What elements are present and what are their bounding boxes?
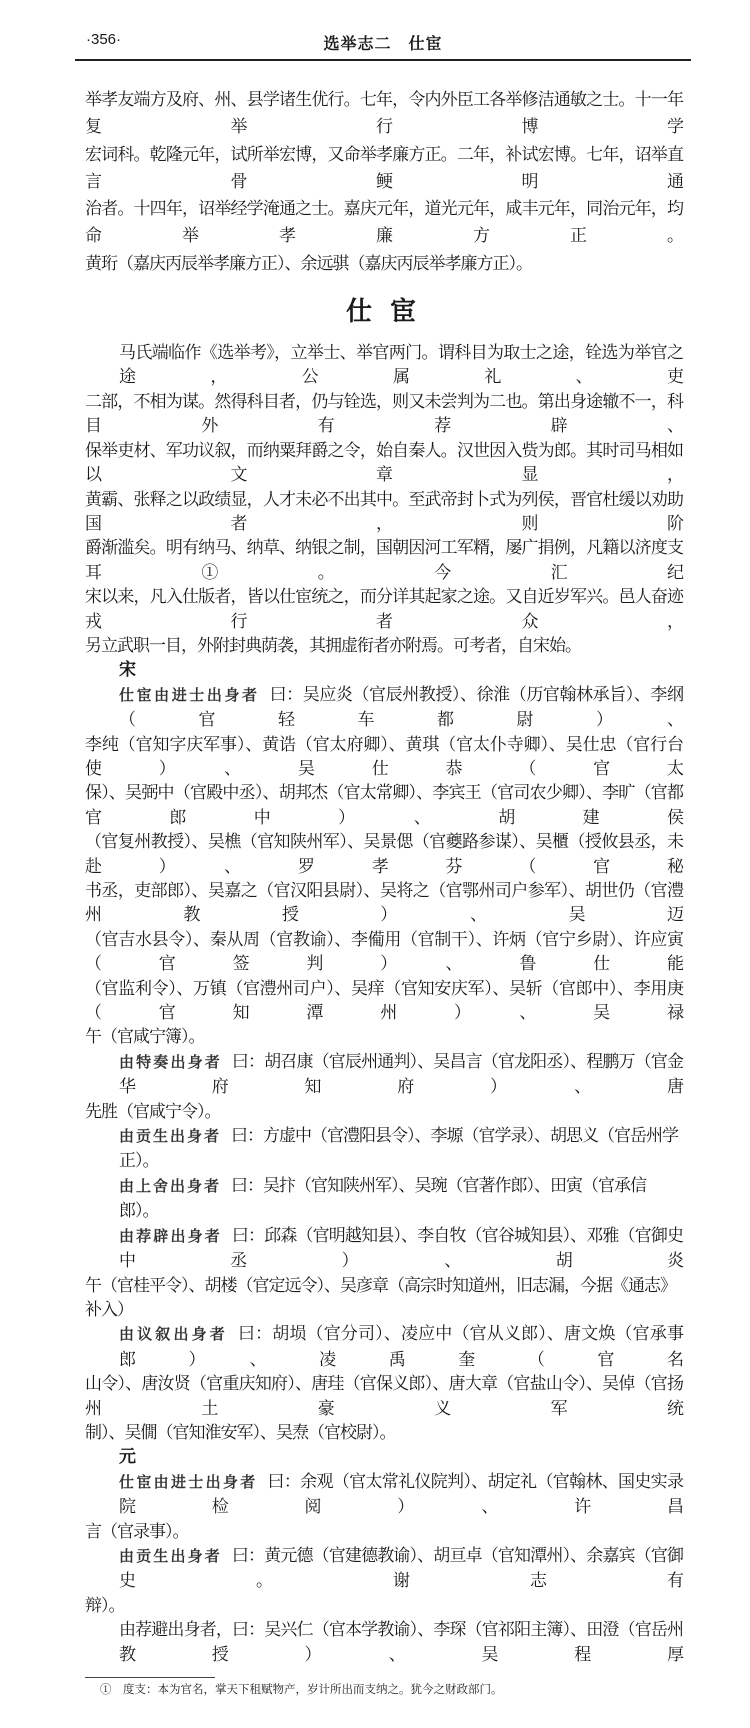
text-line bbox=[85, 585, 683, 634]
entry-text: 曰：胡召康（官辰州通判）、吴昌言（官龙阳丞）、程鹏万（官金华府知府）、唐 bbox=[119, 1051, 683, 1097]
entry-label: 仕宦由进士出身者 bbox=[119, 687, 260, 704]
entry-text: 曰：方虚中（官澧阳县令）、李塬（官学录）、胡思义（官岳州学正）。 bbox=[119, 1126, 679, 1171]
entry-text: 曰：吴应炎（官辰州教授）、徐淮（历官翰林承旨）、李纲（官轻车都尉）、 bbox=[119, 684, 683, 730]
entry-label: 由贡生出身者 bbox=[119, 1548, 222, 1565]
text-line: 黄珩（嘉庆丙辰举孝廉方正）、余远骐（嘉庆丙辰举孝廉方正）。 bbox=[85, 253, 532, 273]
running-header bbox=[78, 31, 688, 55]
text-line bbox=[85, 977, 683, 1026]
text-line bbox=[85, 1124, 683, 1174]
text-line: 治者。十四年，诏举经学淹通之士。嘉庆元年，道光元年，咸丰元年，同治元年，均命举孝廉方正。 bbox=[85, 199, 683, 246]
entry-text: 黄霸、张释之以政绩显，人才未必不出其中。至武帝封卜式为列侯，晋官杜缓以劝助国者，则阶 bbox=[85, 489, 683, 533]
entry-text: 午（官桂平令）、胡楼（官定远令）、吴彦章（高宗时知道州，旧志漏，今据《通志》补入） bbox=[85, 1275, 676, 1319]
entry-text: 曰：黄元德（官建德教谕）、胡亘卓（官知潭州）、余嘉宾（官御史。谢志有 bbox=[119, 1545, 683, 1591]
text-line bbox=[85, 1274, 683, 1323]
entry-text: 曰：余观（官太常礼仪院判）、胡定礼（官翰林、国史实录院检阅）、许昌 bbox=[119, 1471, 683, 1517]
text-line bbox=[85, 781, 683, 830]
entry-text: 书丞，吏部郎）、吴嘉之（官汉阳县尉）、吴将之（官鄂州司户参军）、胡世仍（官澧州教授）、吴迈 bbox=[85, 881, 683, 925]
text-line bbox=[85, 1224, 683, 1274]
text-line bbox=[85, 1025, 683, 1049]
entry-text: 保举吏材、军功议叙，而纳粟拜爵之令，始自秦人。汉世因入赀为郎。其时司马相如以文章显， bbox=[85, 440, 683, 485]
section-title: 仕宦 bbox=[345, 297, 434, 327]
text-line bbox=[85, 1100, 683, 1124]
entry-label: 由议叙出身者 bbox=[119, 1327, 228, 1344]
text-line bbox=[85, 1372, 683, 1421]
text-line bbox=[85, 1322, 683, 1372]
entry-text: 宋以来，凡入仕版者，皆以仕宦统之，而分详其起家之途。又自近岁军兴。邑人奋迹戎行者众， bbox=[85, 587, 683, 631]
text-line bbox=[85, 879, 683, 928]
entry-text: 李纯（官知字庆军事）、黄诰（官太府卿）、黄琪（官太仆寺卿）、吴仕忠（官行台使）、吴仕恭（官太 bbox=[85, 734, 683, 778]
dynasty-heading: 元 bbox=[119, 1447, 135, 1467]
text-line bbox=[85, 1520, 683, 1544]
entry-text: 辩）。 bbox=[85, 1595, 125, 1615]
entry-text: 先胜（官咸宁令）。 bbox=[85, 1101, 221, 1121]
footnote-rule bbox=[85, 1677, 215, 1678]
entry-label: 由上舍出身者 bbox=[119, 1178, 222, 1195]
text-line bbox=[85, 341, 683, 390]
text-line bbox=[85, 439, 683, 488]
entry-text: 曰：胡埙（官分司）、凌应中（官从义郎）、唐文焕（官承事郎）、凌禹奎（官名 bbox=[119, 1324, 683, 1369]
page-number: ·356· bbox=[86, 31, 122, 48]
entry-text: （官复州教授）、吴樵（官知陕州军）、吴景偲（官夔路参谋）、吴櫃（授攸县丞，未赴）、罗孝芬（官秘 bbox=[85, 832, 683, 876]
text-line: 宏词科。乾隆元年，试所举宏博，又命举孝廉方正。二年，补试宏博。七年，诏举直言骨鲠明通 bbox=[85, 144, 683, 191]
text-line bbox=[85, 536, 683, 585]
entry-text: （官监利令）、万镇（官澧州司户）、吴痒（官知安庆军）、吴斩（官郎中）、李用庚（官知潭州）、吴禄 bbox=[85, 978, 683, 1023]
text-line bbox=[85, 830, 683, 879]
text-line bbox=[85, 1174, 683, 1224]
dynasty-heading: 宋 bbox=[119, 660, 135, 680]
entry-text: 二部，不相为谋。然得科目者，仍与铨选，则又未尝判为二也。第出身途辙不一，科目外有荐辟、 bbox=[85, 391, 683, 436]
text-line bbox=[85, 488, 683, 537]
text-line bbox=[85, 1594, 683, 1618]
entry-text: 言（官录事）。 bbox=[85, 1521, 189, 1541]
text-line: 举孝友端方及府、州、县学诸生优行。七年，令内外臣工各举修洁通敏之士。十一年复举行博学 bbox=[85, 90, 683, 137]
text-line bbox=[85, 390, 683, 439]
text-line bbox=[85, 634, 683, 658]
continued-paragraph bbox=[85, 86, 683, 277]
entry-label: 由特奏出身者 bbox=[119, 1054, 222, 1071]
entry-text: 山令）、唐汝贤（官重庆知府）、唐珪（官保义郎）、唐大章（官盐山令）、吴倬（官扬州土豪义军统 bbox=[85, 1374, 683, 1418]
entry-text: 曰：吴抃（官知陕州军）、吴琬（官著作郎）、田寅（官承信郎）。 bbox=[119, 1175, 647, 1221]
entry-label: 由荐辟出身者 bbox=[119, 1228, 222, 1245]
text-line bbox=[85, 733, 683, 782]
entry-text: 爵渐滥矣。明有纳马、纳草、纳银之制，国朝因河工军糈，屡广捐例，凡籍以济度支耳①。今汇纪 bbox=[85, 538, 683, 582]
text-line bbox=[85, 1618, 683, 1667]
text-line bbox=[85, 1544, 683, 1594]
running-title: 选举志二 仕宦 bbox=[323, 36, 443, 53]
text-line bbox=[85, 1421, 683, 1445]
entry-text: （官吉水县令）、秦从周（官教谕）、李僃用（官制干）、许炳（官宁乡尉）、许应寅（官签判）、鲁仕能 bbox=[85, 929, 683, 974]
text-line bbox=[85, 928, 683, 977]
footnote: ① 度支：本为官名，掌天下租赋物产，岁计所出而支纳之。犹今之财政部门。 bbox=[100, 1684, 503, 1697]
text-line bbox=[85, 1050, 683, 1100]
header-rule bbox=[75, 59, 691, 61]
entry-text: 由荐避出身者，曰：吴兴仁（官本学教谕）、李琛（官祁阳主簿）、田澄（官岳州教授）、吴程厚 bbox=[119, 1620, 683, 1664]
entry-text: 曰：邱森（官明越知县）、李自牧（官谷城知县）、邓雅（官御史中丞）、胡炎 bbox=[119, 1225, 683, 1271]
entry-text: 午（官咸宁簿）。 bbox=[85, 1027, 205, 1047]
entry-text: 制）、吴僩（官知淮安军）、吴焘（官校尉）。 bbox=[85, 1422, 396, 1442]
entry-text: 另立武职一目，外附封典荫袭，其拥虚衔者亦附焉。可考者，自宋始。 bbox=[85, 635, 581, 655]
text-line bbox=[85, 1470, 683, 1520]
text-line bbox=[85, 683, 683, 733]
entry-label: 仕宦由进士出身者 bbox=[119, 1474, 258, 1491]
entry-text: 马氏端临作《选举考》，立举士、举官两门。谓科目为取士之途，铨选为举官之途，公属礼、吏 bbox=[119, 343, 683, 387]
entry-label: 由贡生出身者 bbox=[119, 1129, 222, 1146]
entry-text: 保）、吴弼中（官殿中丞）、胡邦杰（官太常卿）、李宾王（官司农少卿）、李旷（官都官郎中）、胡建侯 bbox=[85, 783, 683, 827]
section-body bbox=[85, 341, 683, 1667]
